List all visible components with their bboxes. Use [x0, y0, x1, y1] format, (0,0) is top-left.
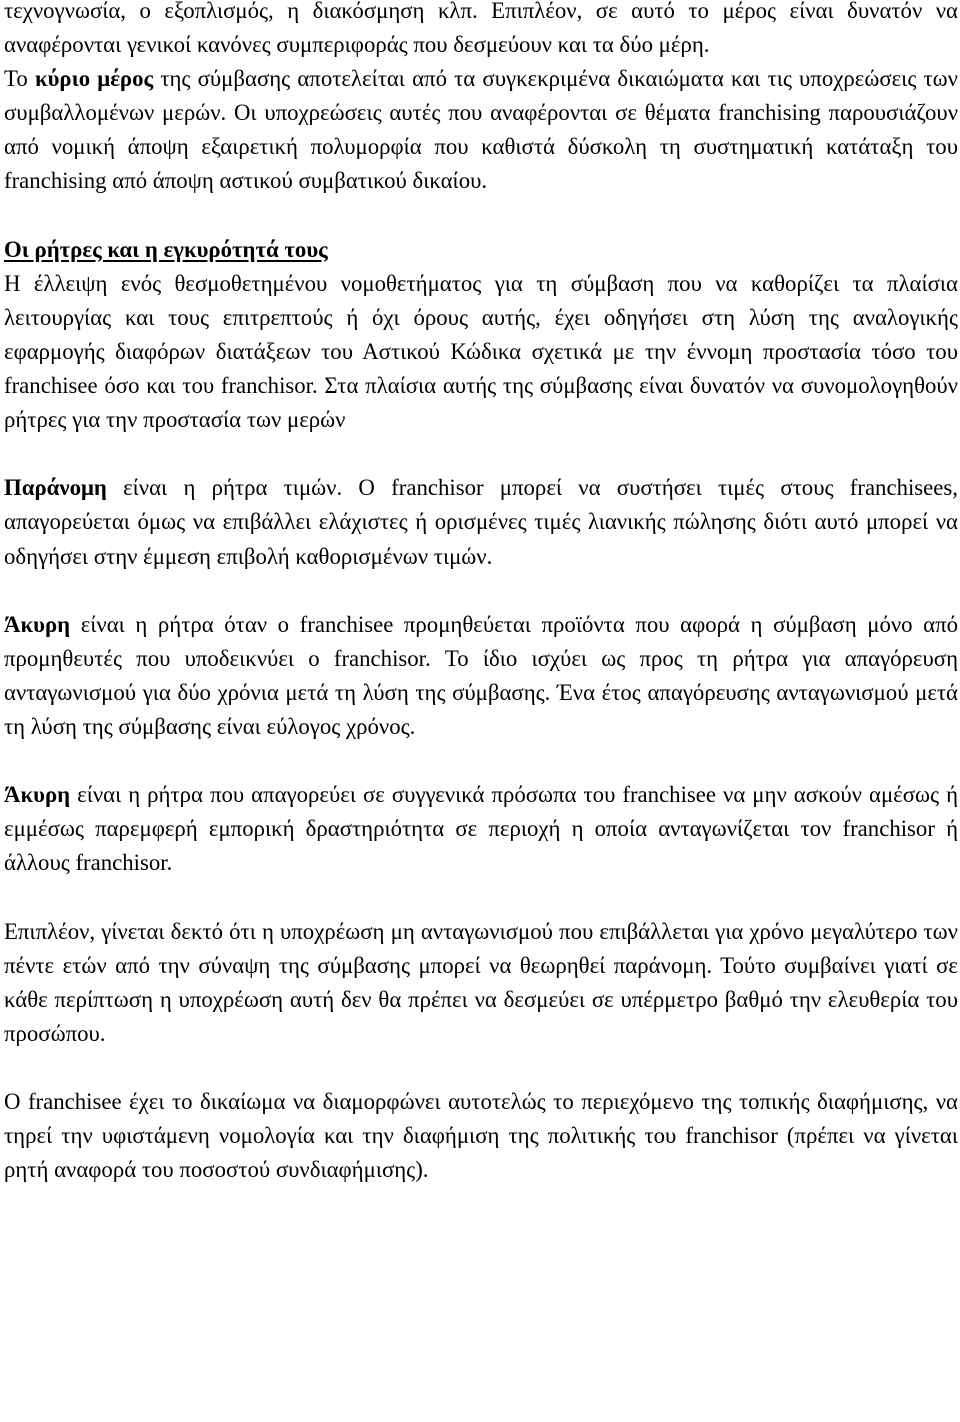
- void-bold-2: Άκυρη: [4, 782, 71, 808]
- paragraph-main-rest: της σύμβασης αποτελείται από τα συγκεκριμένα δικαιώματα και τις υποχρεώσεις των συμβαλλομένων μερών. Οι υποχρεώσεις αυτές που αναφέρονται σε θέματα franchising παρουσιάζουν από νομική άποψη εξαιρετική πολυμορφία που καθιστά δύσκολη τη συστηματική κατάταξη του franchising από άποψη αστικού συμβατικού δικαίου.: [4, 66, 958, 194]
- paragraph-non-compete: [4, 915, 958, 1051]
- void-bold-1: Άκυρη: [4, 611, 71, 637]
- paragraph-main-prefix: Το: [4, 66, 35, 92]
- paragraph-gap: [4, 437, 958, 471]
- paragraph-lack-of-law: [4, 267, 958, 437]
- paragraph-intro: [4, 0, 958, 62]
- paragraph-illegal-clause: [4, 471, 958, 573]
- main-part-bold: κύριο μέρος: [34, 66, 154, 92]
- paragraph-void-clause-2: [4, 778, 958, 880]
- paragraph-lack-of-law-text: Η έλλειψη ενός θεσμοθετημένου νομοθετήματος για τη σύμβαση που να καθορίζει τα πλαίσια λειτουργίας και τους επιτρεπτούς ή όχι όρους αυτής, έχει οδηγήσει στη λύση της αναλογικής εφαρμογής διαφόρων διατάξεων του Αστικού Κώδικα σχετικά με την έννομη προστασία τόσο του franchisee όσο και του franchisor. Στα πλαίσια αυτής της σύμβασης είναι δυνατόν να συνομολογηθούν ρήτρες για την προστασία των μερών: [4, 270, 958, 433]
- paragraph-gap: [4, 880, 958, 914]
- paragraph-gap: [4, 199, 958, 233]
- paragraph-intro-text: τεχνογνωσία, ο εξοπλισμός, η διακόσμηση κλπ. Επιπλέον, σε αυτό το μέρος είναι δυνατόν να αναφέρονται γενικοί κανόνες συμπεριφοράς που δεσμεύουν και τα δύο μέρη.: [4, 0, 958, 58]
- paragraph-void-clause-1: [4, 608, 958, 744]
- paragraph-advertising: [4, 1085, 958, 1187]
- paragraph-gap: [4, 574, 958, 608]
- paragraph-gap: [4, 744, 958, 778]
- document-page: [4, 0, 958, 1187]
- paragraph-main-part: [4, 62, 958, 198]
- paragraph-void-1-rest: είναι η ρήτρα όταν ο franchisee προμηθεύεται προϊόντα που αφορά η σύμβαση μόνο από προμηθευτές που υποδεικνύει ο franchisor. Το ίδιο ισχύει ως προς τη ρήτρα για απαγόρευση ανταγωνισμού για δύο χρόνια μετά τη λύση της σύμβασης. Ένα έτος απαγόρευσης ανταγωνισμού μετά τη λύση της σύμβασης είναι εύλογος χρόνος.: [4, 611, 958, 739]
- section-heading: Οι ρήτρες και η εγκυρότητά τους: [4, 236, 328, 262]
- illegal-bold: Παράνομη: [4, 475, 107, 501]
- paragraph-gap: [4, 1051, 958, 1085]
- paragraph-non-compete-text: Επιπλέον, γίνεται δεκτό ότι η υποχρέωση μη ανταγωνισμού που επιβάλλεται για χρόνο μεγαλύτερο των πέντε ετών από την σύναψη της σύμβασης μπορεί να θεωρηθεί παράνομη. Τούτο συμβαίνει γιατί σε κάθε περίπτωση η υποχρέωση αυτή δεν θα πρέπει να δεσμεύει σε υπέρμετρο βαθμό την ελευθερία του προσώπου.: [4, 918, 958, 1046]
- paragraph-void-2-rest: είναι η ρήτρα που απαγορεύει σε συγγενικά πρόσωπα του franchisee να μην ασκούν αμέσως ή εμμέσως παρεμφερή εμπορική δραστηριότητα σε περιοχή η οποία ανταγωνίζεται τον franchisor ή άλλους franchisor.: [4, 782, 958, 876]
- paragraph-illegal-rest: είναι η ρήτρα τιμών. Ο franchisor μπορεί να συστήσει τιμές στους franchisees, απαγορεύεται όμως να επιβάλλει ελάχιστες ή ορισμένες τιμές λιανικής πώλησης διότι αυτό μπορεί να οδηγήσει στην έμμεση επιβολή καθορισμένων τιμών.: [4, 475, 958, 569]
- paragraph-advertising-text: Ο franchisee έχει το δικαίωμα να διαμορφώνει αυτοτελώς το περιεχόμενο της τοπικής διαφήμισης, να τηρεί την υφιστάμενη νομολογία και την διαφήμιση της πολιτικής του franchisor (πρέπει να γίνεται ρητή αναφορά του ποσοστού συνδιαφήμισης).: [4, 1089, 958, 1183]
